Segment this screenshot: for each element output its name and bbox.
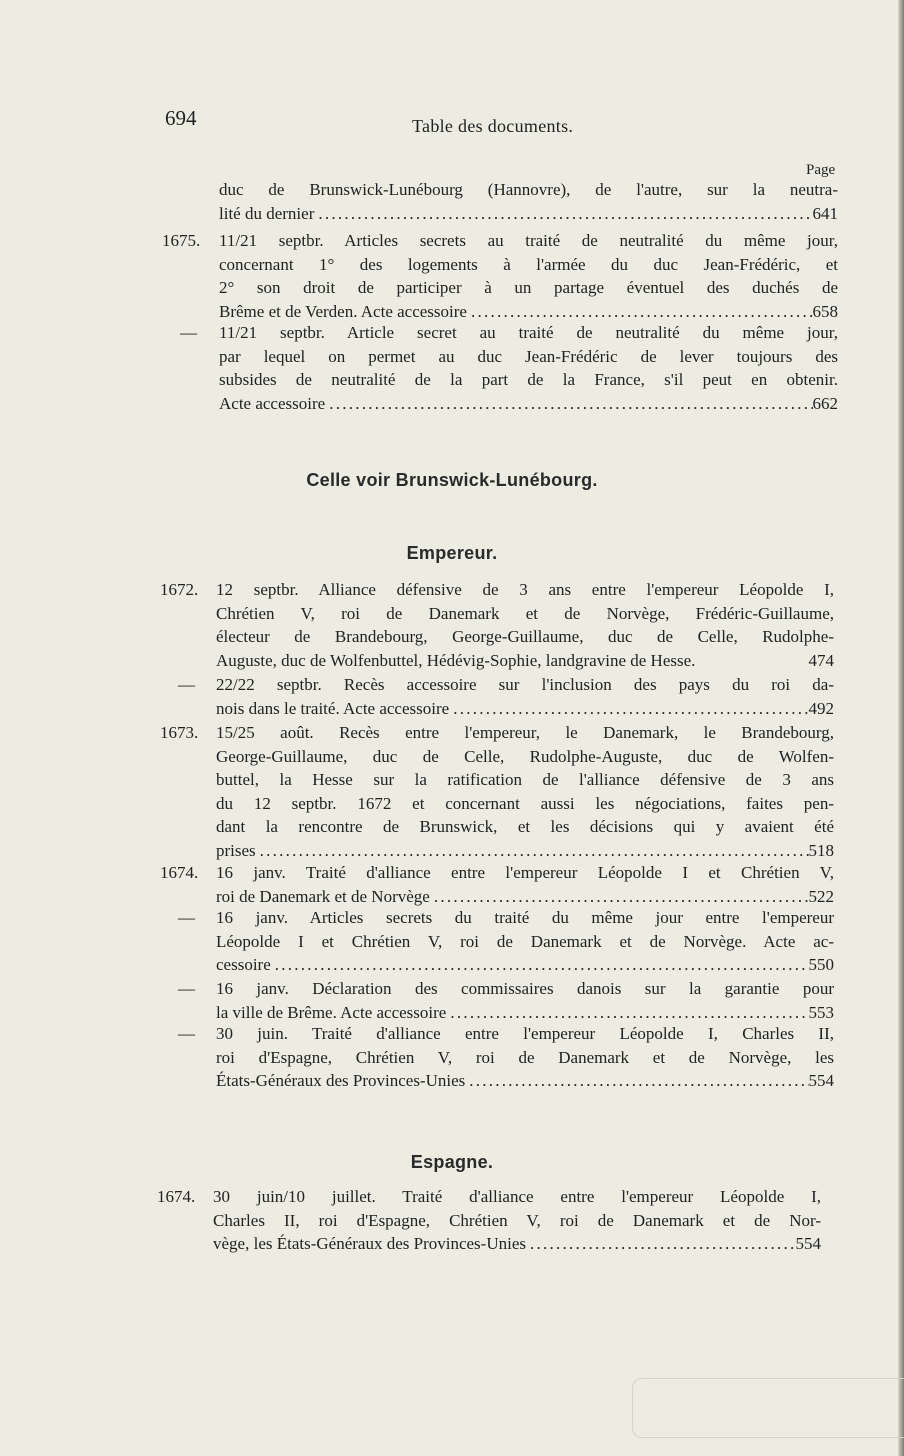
leader-dots [271,953,809,977]
entry-line: 11/21 septbr. Article secret au traité de neutralité du même jour, [219,323,838,342]
entry-last-text: États-Généraux des Provinces-Unies [216,1071,466,1090]
entry-line: buttel, la Hesse sur la ratification de l'alliance défensive de 3 ans [216,770,834,789]
leader-dots [430,885,809,909]
entry-last-text: vège, les États-Généraux des Provinces-Unies [213,1234,526,1253]
entry-last-text: Brême et de Verden. Acte accessoire [219,301,467,321]
entry-text [216,977,834,1024]
entry-text [216,1022,834,1093]
entry-line: 16 janv. Traité d'alliance entre l'empereur Léopolde I et Chrétien V, [216,863,834,882]
entry-last-line [216,953,834,977]
entry-last-line [216,1001,834,1025]
entry-last-line [219,300,838,324]
entry-line: 16 janv. Déclaration des commissaires danois sur la garantie pour [216,979,834,998]
entry-text [219,321,838,415]
page-ref: 554 [795,1234,821,1253]
entry-last-text: roi de Danemark et de Norvège [216,886,430,906]
entry-text [213,1185,821,1256]
entry-last-line [213,1232,821,1256]
entry-last-line [216,839,834,863]
page-ref: 553 [808,1002,834,1022]
page-ref: 658 [812,301,838,321]
leader-dots [526,1232,796,1256]
leader-dots [325,392,812,416]
page-ref: 662 [812,393,838,413]
entry-text [216,861,834,908]
entry-last-line [216,1069,834,1093]
entry-last-line [216,885,834,909]
heading-espagne: Espagne. [410,1152,494,1172]
entry-line: Léopolde I et Chrétien V, roi de Danemark et de Norvège. Acte ac- [216,931,834,951]
entry-line: 12 septbr. Alliance défensive de 3 ans entre l'empereur Léopolde I, [216,580,834,599]
entry-line: par lequel on permet au duc Jean-Frédéric de lever toujours des [219,346,838,366]
page-ref: 518 [808,840,834,860]
page-number: 694 [165,106,197,130]
page-ref: 474 [808,650,834,670]
entry-year: — [178,675,195,694]
entry-last-text: prises [216,840,256,860]
leader-dots [467,300,813,324]
entry-line: électeur de Brandebourg, George-Guillaume, duc de Celle, Rudolphe- [216,627,834,646]
entry-year: — [178,979,195,998]
entry-last-line [216,697,834,721]
page-ref: 522 [808,886,834,906]
entry-year: 1672. [160,580,199,599]
entry-last-line [219,202,838,226]
page-column-label: Page [806,162,836,178]
heading-celle: Celle voir Brunswick-Lunébourg. [306,470,598,490]
entry-last-line [216,649,834,673]
entry-text [216,906,834,977]
entry-line: duc de Brunswick-Lunébourg (Hannovre), de l'autre, sur la neutra- [219,180,838,199]
entry-last-text: Auguste, duc de Wolfenbuttel, Hédévig-Sophie, landgravine de Hesse. [216,650,696,670]
entry-line: Chrétien V, roi de Danemark et de Norvège, Frédéric-Guillaume, [216,603,834,623]
entry-year: 1675. [162,231,201,250]
entry-line: 30 juin. Traité d'alliance entre l'empereur Léopolde I, Charles II, [216,1024,834,1043]
entry-year: — [178,1024,195,1043]
entry-text [216,578,834,672]
entry-line: George-Guillaume, duc de Celle, Rudolphe-Auguste, duc de Wolfen- [216,746,834,766]
entry-line: 16 janv. Articles secrets du traité du même jour entre l'empereur [216,908,834,927]
entry-last-text: Acte accessoire [219,393,326,413]
entry-year: 1674. [157,1187,196,1206]
entry-line: roi d'Espagne, Chrétien V, roi de Danemark et de Norvège, les [216,1047,834,1067]
entry-last-line [219,392,838,416]
page-edge [898,0,904,1456]
entry-line: 30 juin/10 juillet. Traité d'alliance entre l'empereur Léopolde I, [213,1187,821,1206]
entry-line: 22/22 septbr. Recès accessoire sur l'inclusion des pays du roi da- [216,675,834,694]
entry-line: concernant 1° des logements à l'armée du duc Jean-Frédéric, et [219,254,838,274]
leader-dots [465,1069,808,1093]
entry-line: du 12 septbr. 1672 et concernant aussi les négociations, faites pen- [216,793,834,813]
entry-line: 11/21 septbr. Articles secrets au traité de neutralité du même jour, [219,231,838,250]
entry-line: dant la rencontre de Brunswick, et les décisions qui y avaient été [216,817,834,836]
page-ref: 641 [812,203,838,223]
entry-last-text: lité du dernier [219,203,315,223]
leader-dots [449,697,808,721]
leader-dots [446,1001,808,1025]
entry-text [219,229,838,323]
page-corner-mark [632,1378,904,1438]
entry-line: 15/25 août. Recès entre l'empereur, le Danemark, le Brandebourg, [216,723,834,742]
leader-dots [314,202,812,226]
entry-text [216,673,834,720]
entry-year: — [178,908,195,927]
running-title: Table des documents. [412,116,574,136]
entry-line: Charles II, roi d'Espagne, Chrétien V, roi de Danemark et de Nor- [213,1210,821,1230]
heading-empereur: Empereur. [406,543,498,563]
entry-year: 1674. [160,863,199,882]
entry-last-text: nois dans le traité. Acte accessoire [216,698,450,718]
entry-year: 1673. [160,723,199,742]
leader-dots [256,839,809,863]
entry-year: — [180,323,197,342]
entry-text [216,721,834,862]
page-ref: 492 [808,698,834,718]
page-ref: 554 [808,1071,834,1090]
page-ref: 550 [808,955,834,974]
entry-last-text: cessoire [216,955,271,974]
entry-last-text: la ville de Brême. Acte accessoire [216,1002,447,1022]
entry-line: subsides de neutralité de la part de la France, s'il peut en obtenir. [219,370,838,389]
entry-line: 2° son droit de participer à un partage éventuel des duchés de [219,278,838,297]
entry-text [219,178,838,225]
